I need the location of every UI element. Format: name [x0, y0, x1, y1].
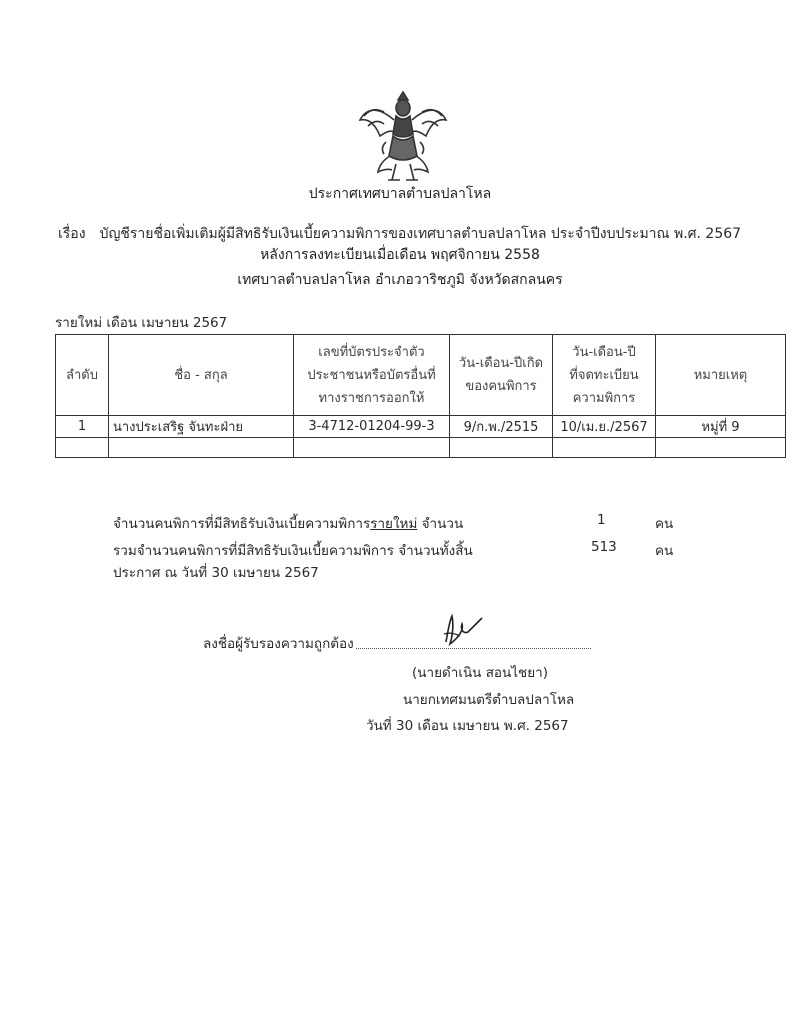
garuda-emblem	[358, 86, 448, 184]
month-line: รายใหม่ เดือน เมษายน 2567	[55, 315, 228, 331]
subject-line	[58, 223, 741, 245]
signature-date: วันที่ 30 เดือน เมษายน พ.ศ. 2567	[366, 718, 569, 734]
registration-period: หลังการลงทะเบียนเมื่อเดือน พฤศจิกายน 2558	[260, 247, 540, 263]
cell-no: 1	[56, 416, 109, 438]
new-label-underlined: รายใหม่	[370, 516, 418, 532]
col-header-reg-l2: ที่จดทะเบียน	[569, 367, 639, 383]
table-header-row	[56, 335, 786, 416]
beneficiary-table	[55, 334, 786, 458]
handwritten-signature	[440, 612, 484, 648]
table-row-empty	[56, 438, 786, 458]
announcement-title: ประกาศเทศบาลตำบลปลาโหล	[308, 186, 492, 202]
col-header-id	[294, 335, 450, 416]
cell-reg: 10/เม.ย./2567	[553, 416, 656, 438]
subject-text: บัญชีรายชื่อเพิ่มเติมผู้มีสิทธิรับเงินเบี้ยความพิการของเทศบาลตำบลปลาโหล ประจำปีงบประมาณ พ.ศ. 2567	[99, 226, 742, 242]
new-count: 1	[597, 512, 606, 528]
col-header-id-l2: ประชาชนหรือบัตรอื่นที่	[307, 367, 436, 383]
new-count-unit: คน	[655, 516, 674, 532]
col-header-reg-l3: ความพิการ	[572, 390, 636, 406]
col-header-id-l3: ทางราชการออกให้	[318, 390, 425, 406]
municipality-location: เทศบาลตำบลปลาโหล อำเภอวาริชภูมิ จังหวัดสกลนคร	[237, 272, 563, 288]
col-header-reg	[553, 335, 656, 416]
cell-id: 3-4712-01204-99-3	[294, 416, 450, 438]
signer-name: (นายดำเนิน สอนไชยา)	[412, 665, 548, 681]
col-header-birth	[450, 335, 553, 416]
total-beneficiary-label: รวมจำนวนคนพิการที่มีสิทธิรับเงินเบี้ยความพิการ จำนวนทั้งสิ้น	[113, 543, 473, 559]
col-header-birth-l2: ของคนพิการ	[465, 379, 537, 394]
new-label-post: จำนวน	[417, 516, 464, 532]
certifier-label: ลงชื่อผู้รับรองความถูกต้อง	[203, 636, 354, 652]
col-header-note: หมายเหตุ	[656, 335, 786, 416]
col-header-birth-l1: วัน-เดือน-ปีเกิด	[458, 356, 544, 371]
signer-position: นายกเทศมนตรีตำบลปลาโหล	[403, 692, 575, 708]
cell-name: นางประเสริฐ จันทะฝ่าย	[109, 416, 294, 438]
col-header-no: ลำดับ	[56, 335, 109, 416]
cell-note: หมู่ที่ 9	[656, 416, 786, 438]
total-count: 513	[591, 539, 617, 555]
col-header-name: ชื่อ - สกุล	[109, 335, 294, 416]
new-label-pre: จำนวนคนพิการที่มีสิทธิรับเงินเบี้ยความพิการ	[113, 516, 371, 532]
announcement-date: ประกาศ ณ วันที่ 30 เมษายน 2567	[113, 565, 319, 581]
total-count-unit: คน	[655, 543, 674, 559]
subject-label: เรื่อง	[58, 226, 86, 242]
new-beneficiary-label	[113, 512, 463, 534]
signature-line	[356, 648, 591, 649]
col-header-reg-l1: วัน-เดือน-ปี	[572, 344, 636, 360]
cell-birth: 9/ก.พ./2515	[450, 416, 553, 438]
col-header-id-l1: เลขที่บัตรประจำตัว	[318, 344, 425, 360]
table-row	[56, 416, 786, 438]
